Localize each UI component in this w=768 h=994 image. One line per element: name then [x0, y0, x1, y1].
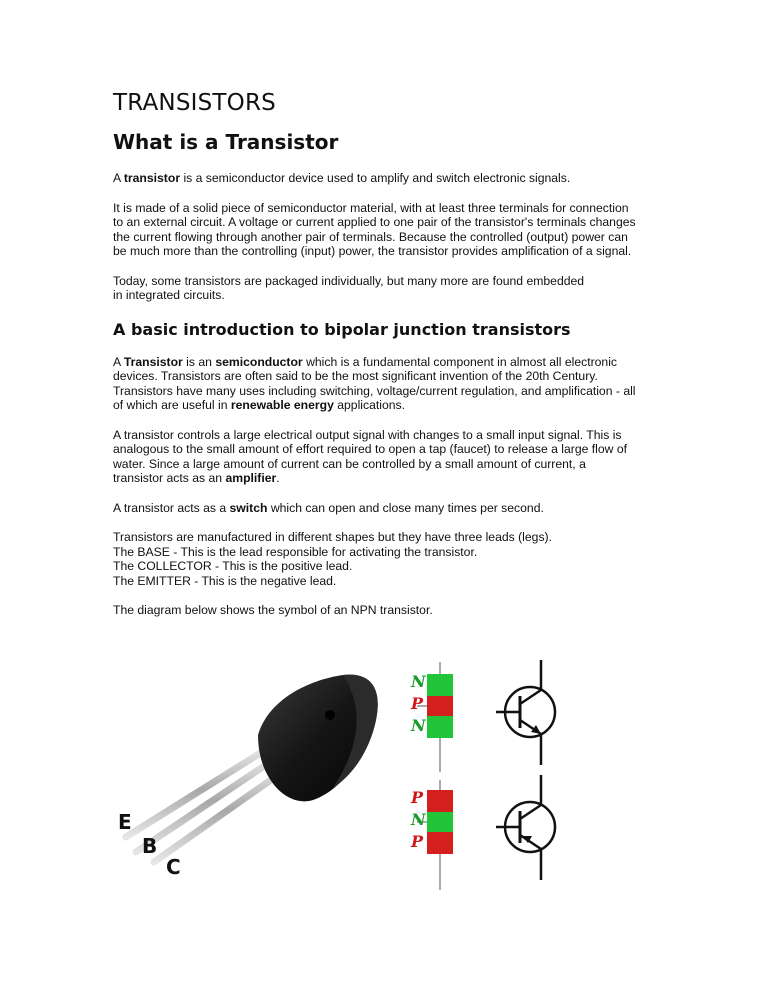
bjt-heading: A basic introduction to bipolar junction transistors [113, 319, 571, 339]
paragraph-switch: A transistor acts as a switch which can open and close many times per second. [113, 500, 544, 515]
paragraph-leads: Transistors are manufactured in different shapes but they have three leads (legs). The BASE - This is the lead responsible for activating the transistor. The COLLECTOR - This is the positive lead. The EMITTER - This is the negative lead. [113, 530, 552, 588]
transistor-figure [108, 640, 578, 890]
paragraph-diagram-intro: The diagram below shows the symbol of an NPN transistor. [113, 603, 433, 617]
page-title: TRANSISTORS [113, 90, 276, 116]
paragraph-definition: A transistor is a semiconductor device used to amplify and switch electronic signals. [113, 171, 571, 185]
paragraph-intro: A Transistor is an semiconductor which is a fundamental component in almost all electronic devices. Transistors are often said to be the most significant invention of the 20th Century. Transistors have many uses including switching, voltage/current regulation, and amplification - all of which are useful in renewable energy applications. [113, 354, 636, 412]
npn-symbol [488, 660, 568, 770]
npn-layer-label-2: P [411, 694, 424, 713]
lead-label-emitter: E [118, 810, 132, 834]
pnp-layer-label-1: P [411, 788, 424, 807]
lead-label-base: B [142, 834, 158, 858]
pnp-layer-label-2: N [411, 810, 426, 829]
pnp-layer-label-3: P [411, 832, 424, 851]
paragraph-amplifier: A transistor controls a large electrical output signal with changes to a small input signal. This is analogous to the small amount of effort required to open a tap (faucet) to release a large flow of water. Since a large amount of current can be controlled by a small amount of current, a transistor acts as an amplifier. [113, 427, 627, 485]
npn-layer-label-3: N [411, 716, 426, 735]
document-body [113, 90, 653, 618]
paragraph-description: It is made of a solid piece of semiconductor material, with at least three terminals for connection to an external circuit. A voltage or current applied to one pair of the transistor's terminals changes the current flowing through another pair of terminals. Because the controlled (output) power can be much more than the controlling (input) power, the transistor provides amplification of a signal. [113, 200, 636, 258]
pnp-symbol [488, 775, 568, 885]
npn-layer-label-1: N [411, 672, 426, 691]
what-heading: What is a Transistor [113, 130, 339, 154]
lead-label-collector: C [166, 855, 181, 879]
paragraph-packaging: Today, some transistors are packaged individually, but many more are found embedded in integrated circuits. [113, 273, 585, 302]
